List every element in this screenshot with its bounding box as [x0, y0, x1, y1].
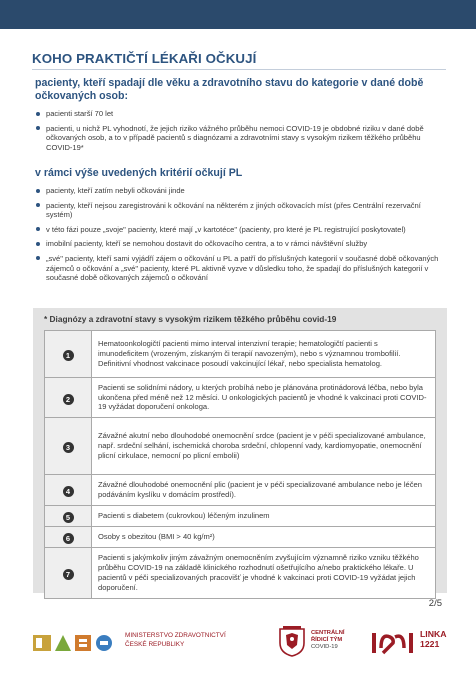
section-heading: v rámci výše uvedených kritérií očkují PL [35, 167, 243, 179]
number-badge-icon: 4 [63, 486, 74, 497]
bullet-list [35, 109, 445, 152]
row-text: Závažné dlouhodobé onemocnění plic (pacient je v péči specializované ambulance nebo je léčen podáváním kyslíku v domácím prostředí). [92, 475, 436, 506]
row-text: Pacienti s diabetem (cukrovkou) léčeným inzulinem [92, 506, 436, 527]
table-row [45, 331, 436, 378]
list-item [35, 239, 445, 249]
mzcr-line-1: MINISTERSTVO ZDRAVOTNICTVÍ [125, 632, 226, 639]
number-badge-icon: 3 [63, 442, 74, 453]
mzcr-line-2: ČESKÉ REPUBLIKY [125, 640, 185, 648]
bullet-icon [36, 203, 40, 207]
number-badge-icon: 7 [63, 569, 74, 580]
row-number-cell [45, 475, 92, 506]
cst-line-1: CENTRÁLNÍ [311, 630, 345, 636]
top-bar [0, 0, 476, 29]
row-number-cell [45, 548, 92, 599]
bullet-icon [36, 126, 40, 130]
page-title: KOHO PRAKTIČTÍ LÉKAŘI OČKUJÍ [32, 51, 257, 66]
row-text: Pacienti s jakýmkoliv jiným závažným onemocněním zvyšujícím významně riziko vzniku těžkého průběhu COVID-19 na základě klinického rozhodnutí ošetřujícího a/nebo praktického lékaře. U pacientů v péči specializovaných pracovišť je vhodné k vakcinaci proti COVID-19 vyžádat jejich doporučení. [92, 548, 436, 599]
row-number-cell [45, 378, 92, 418]
row-text: Závažné akutní nebo dlouhodobé onemocnění srdce (pacient je v péči specializované ambulance, např. srdeční selhání, ischemická choroba srdeční, chlopenní vady, kardiomyopatie, onemocnění plicní cirkulace, nemocní po plicní embolii) [92, 418, 436, 475]
table-row [45, 418, 436, 475]
table-row [45, 475, 436, 506]
section-criteria [35, 167, 445, 288]
row-text: Pacienti se solidními nádory, u kterých probíhá nebo je plánována protinádorová léčba, nebo byla ukončena před méně než 12 měsíci. U onkologických pacientů je vhodné k vakcinaci proti COVID-19 vyžádat doporučení onkologa. [92, 378, 436, 418]
table-row [45, 506, 436, 527]
coat-of-arms-icon [277, 625, 307, 657]
row-number-cell [45, 527, 92, 548]
list-item [35, 254, 445, 283]
table-row [45, 378, 436, 418]
number-badge-icon: 6 [63, 533, 74, 544]
list-item-text: pacienty, kteří nejsou zaregistrováni k očkování na některém z jiných očkovacích míst (přes Centrální rezervační systém) [46, 200, 421, 220]
list-item [35, 225, 445, 235]
list-item-text: pacienty, kteří zatím nebyli očkováni jinde [46, 186, 185, 195]
linka-text [420, 629, 447, 649]
bullet-icon [36, 242, 40, 246]
footer [0, 618, 476, 673]
cst-line-2: ŘÍDICÍ TÝM [311, 637, 343, 643]
table-row [45, 527, 436, 548]
bullet-icon [36, 112, 40, 116]
cst-line-3: COVID-19 [311, 644, 338, 650]
mzcr-logo-icon [33, 629, 119, 657]
linka-1221-logo-icon [370, 628, 416, 658]
diagnoses-table [44, 330, 436, 599]
table-row [45, 548, 436, 599]
diagnoses-box [33, 308, 447, 593]
row-text: Hematoonkologičtí pacienti mimo interval intenzivní terapie; hematologičtí pacienti s imunodeficitem (vrozeným, získaným či terapií navozeným), nebo s významnou trombofilií. Definitivní vhodnost vakcinace posoudí vakcinující lékař, nebo specialista hematolog. [92, 331, 436, 378]
number-badge-icon: 2 [63, 394, 74, 405]
row-text: Osoby s obezitou (BMI > 40 kg/m²) [92, 527, 436, 548]
number-badge-icon: 5 [63, 512, 74, 523]
cst-name [311, 630, 345, 651]
diagnoses-title: * Diagnózy a zdravotní stavy s vysokým rizikem těžkého průběhu covid-19 [44, 314, 337, 324]
list-item [35, 124, 445, 153]
number-badge-icon: 1 [63, 350, 74, 361]
linka-line-2: 1221 [420, 639, 440, 649]
bullet-icon [36, 227, 40, 231]
title-divider [32, 69, 446, 70]
bullet-icon [36, 256, 40, 260]
bullet-icon [36, 189, 40, 193]
list-item [35, 109, 445, 119]
row-number-cell [45, 506, 92, 527]
linka-line-1: LINKA [420, 629, 447, 639]
section-heading: pacienty, kteří spadají dle věku a zdravotního stavu do kategorie v dané době očkovaných osob: [35, 77, 424, 102]
row-number-cell [45, 418, 92, 475]
list-item [35, 201, 445, 220]
bullet-list [35, 186, 445, 283]
page-number: 2/5 [428, 598, 442, 609]
mzcr-name [125, 632, 226, 649]
section-eligible-patients [35, 77, 445, 157]
list-item-text: pacienti, u nichž PL vyhodnotí, že jejich riziko vážného průběhu nemoci COVID-19 je obdobné riziku v dané době očkovaných osob, a to v případě pacientů s diagnózami a zdravotními stavy s vysokým rizikem těžkého průběhu COVID-19* [46, 123, 424, 152]
list-item-text: v této fázi pouze „svoje" pacienty, které mají „v kartotéce" (pacienty, pro které je PL registrující poskytovatel) [46, 224, 406, 234]
list-item-text: „své" pacienty, kteří sami vyjádří zájem o očkování u PL a patří do příslušných kategorií v současné době očkovaných zájemců o očkování a „své" pacienty, které PL aktivně vyzve v důsledku toho, že spadají do příslušných kategorií v současné době očkovaných zájemců o očkování [46, 253, 439, 283]
list-item [35, 186, 445, 196]
list-item-text: imobilní pacienty, kteří se nemohou dostavit do očkovacího centra, a to v rámci návštěvní služby [46, 239, 368, 249]
list-item-text: pacienti starší 70 let [46, 109, 114, 118]
row-number-cell [45, 331, 92, 378]
